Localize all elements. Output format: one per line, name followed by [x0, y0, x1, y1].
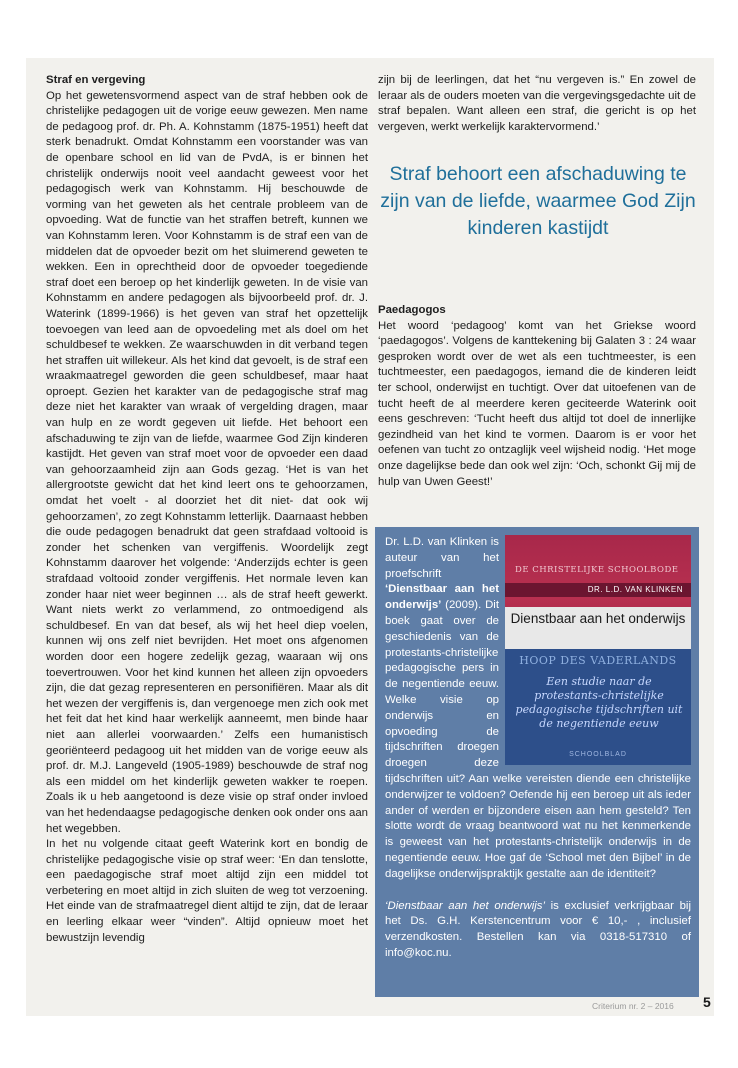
book-title: ‘Dienstbaar aan het onderwijs’	[385, 583, 499, 612]
book-description-body: (2009). Dit boek gaat over de geschiedenis van de protestants-christelijke pedagogische pers in de negentiende eeuw. Welke visie op onderwijs en opvoeding de tijdschriften droegen droegen deze tijdschriften uit? Aan welke vereisten diende een christelijke onderwijzer te voldoen? Oefende hij een beroep uit als ieder ander of werden er bijzondere eisen aan hem gesteld? Ten slotte wordt de vraag beantwoord wat nu het kenmerkende is geweest van het protestants-christelijk onderwijs in de negentiende eeuw. Hoe gaf de ‘School met den Bijbel’ in de dagelijkse onderwijspraktijk gestalte aan de identiteit?	[385, 599, 691, 880]
right-column-top	[378, 73, 696, 135]
cover-series: DE CHRISTELIJKE SCHOOLBODE	[515, 565, 679, 575]
journal-footer: Criterium nr. 2 – 2016	[592, 1001, 674, 1011]
spacer	[385, 883, 691, 899]
cover-foot: SCHOOLBLAD	[569, 751, 627, 758]
book-description-intro: Dr. L.D. van Klinken is auteur van het proefschrift	[385, 536, 499, 580]
body-paragraph: Op het gewetensvormend aspect van de straf hebben ook de christelijke pedagogen uit de vorige eeuw gewezen. Men name de pedagoog prof. dr. Ph. A. Kohnstamm (1875-1951) heeft dat sterk benadrukt. Omdat Kohnstamm een voorstander was van de openbare school en lid van de PvdA, is er binnen het christelijk onderwijs nooit veel aandacht geweest voor het pedagogisch werk van Kohnstamm. Hij beschouwde de vorming van het geweten als het centrale probleem van de opvoeding. Wat de functie van het straffen betreft, kunnen we van Kohnstamm leren. Voor Kohnstamm is de straf een van de middelen dat de opvoeder bezit om het sluimerend geweten te wekken. Een in oprechtheid door de opvoeder toegediende straf doet een beroep op het kinderlijk geweten. In de visie van Kohnstamm en andere pedagogen als bijvoorbeeld prof. dr. J. Waterink (1899-1966) is het geven van straf het opzettelijk toevoegen van leed aan de opvoedeling met als doel om het schuldbesef te wekken. Ze waarschuwden in dit verband tegen het straffen uit willekeur. Als het kind dat gevoelt, is de straf een wraakmaatregel geworden die geen schuldbesef, maar haat oproept. Gezien het karakter van de pedagogische straf mag deze niet het karakter van wraak of vergelding dragen, maar van hulp en ze wordt gegeven uit liefde. Het behoort een afschaduwing te zijn van de liefde, waarmee God Zijn kinderen kastijdt. Het geven van straf moet voor de opvoeder een daad van gehoorzaamheid zijn aan Gods gezag. ‘Het is van het allergrootste gewicht dat het kind leert ons te gehoorzamen, omdat het voelt - al doorziet het dit niet- dat ook wij gehoorzamen’, zo zegt Kohnstamm letterlijk. Daarnaast hebben die oude pedagogen benadrukt dat geen strafdaad voltooid is zonder het schenken van vergiffenis. Woordelijk zegt Kohnstamm daarover het volgende: ‘Anderzijds echter is geen strafdaad voltooid zonder vergiffenis. Het normale leven kan zonder haar niet weer beginnen … als de straf heeft gewerkt. Want niets werkt zo verlammend, zo ontmoedigend als schuldbesef. En van dat besef, als wij het heel diep voelen, kunnen wij ons zelf niet bevrijden. Het moet ons afgenomen worden door een hogere zedelijk gezag, waaraan wij ons toevertrouwen. Voor het kind kunnen het alleen zijn opvoeders zijn, die dat gezag representeren en personifiëren. Maar als dit het wezen der vergiffenis is, dan vergenoege men zich ook met het feit dat het kind haar werkelijk aanneemt, men binde haar niet aan allerlei voorwaarden.’ Zelfs een humanistisch georiënteerd pedagoog uit het midden van de vorige eeuw als prof. dr. M.J. Langeveld (1905-1989) beschouwde de straf nog als een middel om het kinderlijk geweten wakker te roepen. Zoals ik u heb aangetoond is deze visie op straf onder invloed van het hedendaagse pedagogische denken ook onder ons aan het wegebben.	[46, 89, 368, 835]
cover-title: Dienstbaar aan het onderwijs	[505, 607, 691, 649]
book-cover-image	[505, 535, 691, 765]
page-number: 5	[703, 994, 711, 1010]
order-info	[385, 899, 691, 962]
book-info-box	[375, 527, 699, 997]
section-heading-paedagogos: Paedagogos	[378, 304, 446, 316]
body-paragraph-continuation: zijn bij de leerlingen, dat het “nu vergeven is.” En zowel de leraar als de ouders moeten van die vergevingsgedachte uit de straf bepalen. Want alleen een straf, die gericht is op het vergeven, werkt werkelijk karaktervormend.’	[378, 74, 696, 133]
pull-quote: Straf behoort een afschaduwing te zijn van de liefde, waarmee God Zijn kinderen kastijdt	[380, 163, 696, 239]
order-details: is exclusief verkrijgbaar bij het Ds. G.H. Kerstencentrum voor € 10,- , inclusief verzendkosten. Bestellen kan via 0318-517310 of info@koc.nu.	[385, 899, 691, 959]
body-paragraph: In het nu volgende citaat geeft Waterink kort en bondig de christelijke pedagogische visie op straf weer: ‘En dan tenslotte, een paedagogische straf moet altijd zijn een middel tot verbetering en moet altijd in zich sluiten de weg tot verzoening. Het einde van de strafmaatregel dient altijd te zijn, dat de leraar en leerling elkaar weer “vinden”. Altijd opnieuw moet het bewustzijn levendig	[46, 838, 368, 944]
cover-author: DR. L.D. VAN KLINKEN	[505, 583, 691, 597]
section-heading-straf: Straf en vergeving	[46, 74, 146, 86]
body-paragraph: Het woord ‘pedagoog’ komt van het Griekse woord ‘paedagogos’. Volgens de kanttekening bij Galaten 3 : 24 waar gesproken wordt over de wet als een tuchtmeester, is een tuchtmeester, een paedagogos, iemand die de kinderen leidt ter school, onderwijst en tuchtigt. Over dat uitoefenen van de tucht heeft de al meerdere keren geciteerde Waterink ooit eens geschreven: ‘Tucht heeft dus altijd tot doel de innerlijke gezindheid van het kind te vormen. Daarom is er voor het oefenen van tucht zo ontzaglijk veel wijsheid nodig. ‘Het moge onze dagelijkse bede dan ook wel zijn: ‘Och, schonkt Gij mij de hulp van Uwen Geest!’	[378, 319, 696, 488]
left-column	[46, 73, 368, 946]
paedagogos-section	[378, 303, 696, 490]
cover-subtitle: Een studie naar de protestants-christelijke pedagogische tijdschriften uit de negentiende eeuw	[515, 675, 683, 730]
cover-band: HOOP DES VADERLANDS	[519, 654, 677, 667]
order-book-title: ‘Dienstbaar aan het onderwijs’	[385, 899, 546, 912]
